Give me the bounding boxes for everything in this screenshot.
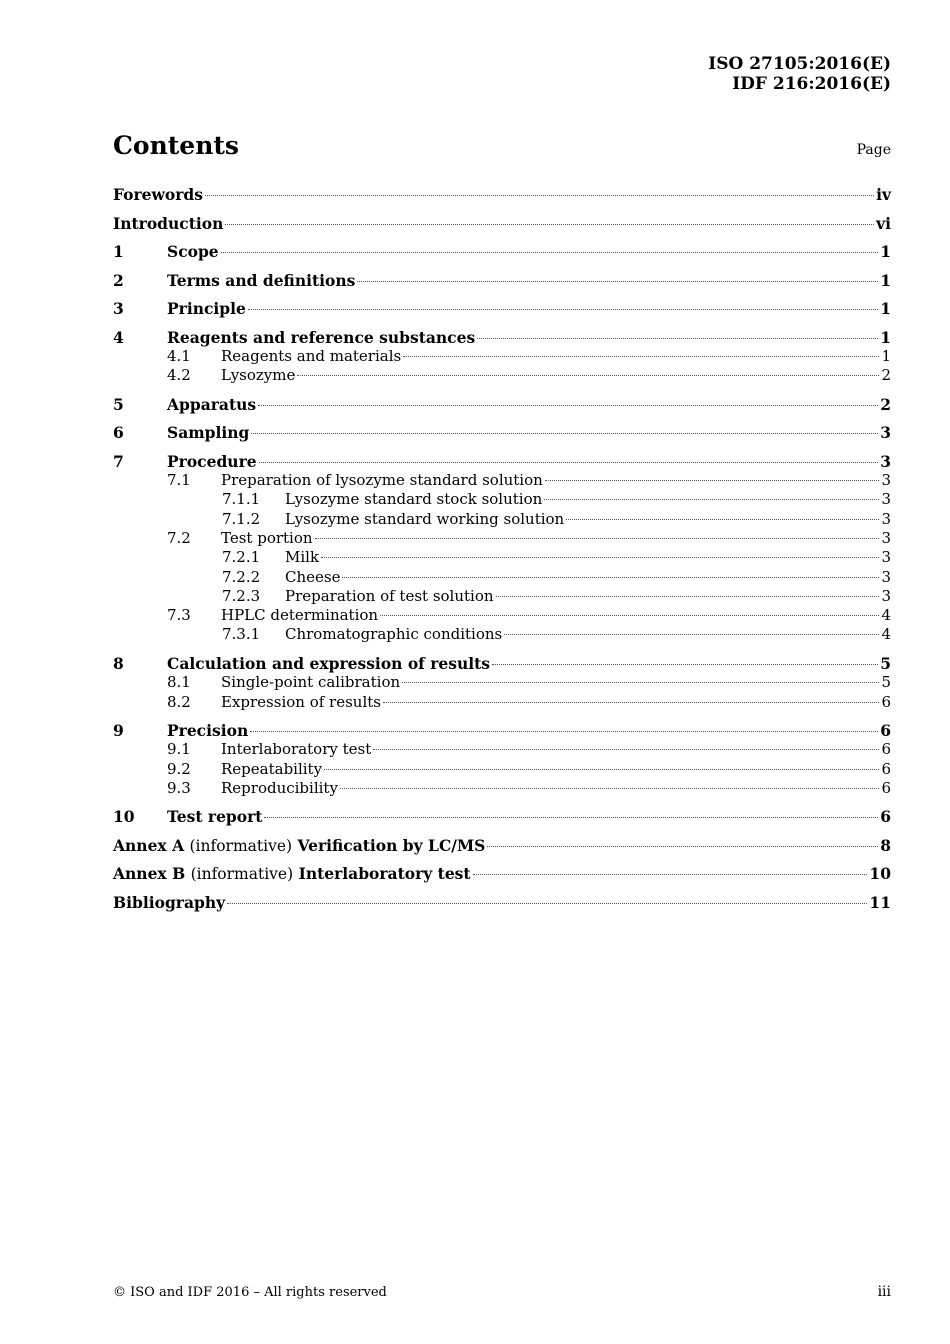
toc-entry-title: Reagents and reference substances — [167, 327, 476, 347]
toc-entry[interactable] — [113, 721, 891, 741]
toc-entry-number: 10 — [113, 807, 135, 827]
toc-entry[interactable] — [113, 366, 891, 385]
dot-leader — [477, 338, 878, 339]
toc-entry-page: 3 — [880, 451, 891, 471]
toc-entry[interactable] — [113, 673, 891, 692]
toc-entry[interactable] — [113, 893, 891, 913]
toc-entry-page: 3 — [881, 586, 891, 605]
toc-entry[interactable] — [113, 836, 891, 856]
dot-leader — [380, 615, 879, 616]
dot-leader — [487, 846, 878, 847]
toc-entry-number: 7.2.2 — [222, 567, 261, 586]
toc-entry-number: 1 — [113, 242, 124, 261]
copyright-notice: © ISO and IDF 2016 – All rights reserved — [113, 1285, 387, 1300]
dot-leader — [225, 224, 874, 225]
iso-number: ISO 27105:2016(E) — [708, 54, 891, 74]
toc-entry[interactable] — [113, 779, 891, 798]
toc-entry[interactable] — [113, 807, 891, 827]
toc-entry-number: 9.1 — [167, 740, 191, 759]
toc-entry-title: Preparation of lysozyme standard solution — [221, 471, 543, 490]
toc-entry-title: Sampling — [167, 423, 250, 443]
toc-entry-title: Reproducibility — [221, 778, 338, 797]
toc-entry-page: 6 — [881, 778, 891, 797]
toc-entry-title: Forewords — [113, 185, 203, 204]
toc-entry-number: 7.1.2 — [222, 509, 261, 528]
dot-leader — [340, 788, 880, 789]
dot-leader — [492, 664, 878, 665]
annex-label: Annex A — [113, 835, 185, 855]
toc-entry-number: 3 — [113, 299, 124, 318]
toc-entry-title: Procedure — [167, 451, 257, 471]
toc-entry-page: 3 — [881, 471, 891, 490]
toc-entry-title: Terms and definitions — [167, 270, 356, 290]
dot-leader — [402, 682, 879, 683]
toc-entry-title: Test report — [167, 807, 263, 827]
dot-leader — [566, 519, 879, 520]
annex-type: (informative) — [189, 836, 293, 855]
toc-entry-title: Introduction — [113, 213, 224, 233]
toc-entry-number: 8.1 — [167, 673, 191, 692]
dot-leader — [324, 769, 879, 770]
dot-leader — [321, 557, 879, 558]
toc-entry-number: 9.2 — [167, 759, 191, 778]
toc-entry[interactable] — [113, 568, 891, 587]
annex-label: Annex B — [113, 864, 186, 884]
toc-entry-number: 7.2.1 — [222, 548, 261, 567]
toc-entry-title: Apparatus — [167, 394, 257, 414]
toc-entry-number: 7.2.3 — [222, 586, 261, 605]
toc-entry-number: 4.2 — [167, 366, 191, 385]
toc-entry-number: 4.1 — [167, 347, 191, 365]
toc-entry[interactable] — [113, 185, 891, 205]
toc-entry-page: 6 — [881, 740, 891, 759]
toc-entry-title: Cheese — [285, 567, 341, 586]
toc-entry-number: 5 — [113, 394, 124, 414]
annex-title: Verification by LC/MS — [297, 835, 486, 855]
toc-entry-page: iv — [876, 185, 891, 204]
toc-entry[interactable] — [113, 654, 891, 674]
toc-entry[interactable] — [113, 423, 891, 443]
toc-entry-number: 7 — [113, 451, 124, 471]
dot-leader — [373, 749, 879, 750]
toc-entry-title: Reagents and materials — [221, 347, 402, 365]
toc-entry-number: 4 — [113, 327, 124, 347]
toc-entry-page: 2 — [880, 394, 891, 414]
toc-entry-number: 7.3.1 — [222, 625, 261, 644]
standard-identifier — [708, 54, 891, 94]
toc-entry-page: 1 — [880, 242, 891, 261]
toc-entry-page: 3 — [881, 528, 891, 547]
annex-title: Interlaboratory test — [298, 864, 471, 884]
toc-entry-title: HPLC determination — [221, 606, 379, 625]
toc-entry-title — [113, 864, 471, 884]
toc-entry[interactable] — [113, 299, 891, 319]
toc-entry-page: 6 — [880, 720, 891, 740]
dot-leader — [251, 433, 878, 434]
dot-leader — [227, 903, 867, 904]
toc-entry[interactable] — [113, 242, 891, 262]
toc-entry-title: Repeatability — [221, 759, 323, 778]
toc-entry-title: Precision — [167, 720, 249, 740]
toc-entry-page: 11 — [869, 892, 891, 912]
toc-entry-title: Lysozyme standard stock solution — [285, 490, 543, 509]
toc-entry-page: 3 — [880, 423, 891, 443]
toc-entry-page: 3 — [881, 548, 891, 567]
toc-entry-page: 5 — [880, 653, 891, 673]
toc-entry-page: 4 — [881, 625, 891, 644]
toc-entry-page: 8 — [880, 835, 891, 855]
toc-entry-page: 1 — [880, 327, 891, 347]
dot-leader — [383, 702, 879, 703]
toc-entry-page: 4 — [881, 606, 891, 625]
toc-entry-page: 6 — [880, 807, 891, 827]
dot-leader — [403, 356, 879, 357]
page-title: Contents — [113, 131, 240, 160]
toc-entry[interactable] — [113, 510, 891, 529]
dot-leader — [545, 480, 880, 481]
toc-entry-number: 7.1.1 — [222, 490, 261, 509]
dot-leader — [250, 731, 878, 732]
toc-entry-number: 8.2 — [167, 692, 191, 711]
toc-entry-number: 9 — [113, 720, 124, 740]
dot-leader — [473, 874, 868, 875]
toc-entry-number: 7.2 — [167, 528, 191, 547]
toc-entry-title: Test portion — [221, 528, 313, 547]
toc-entry-title: Preparation of test solution — [285, 586, 494, 605]
toc-entry-title: Bibliography — [113, 892, 226, 912]
dot-leader — [342, 577, 879, 578]
idf-number: IDF 216:2016(E) — [732, 74, 891, 94]
toc-entry-page: 6 — [881, 759, 891, 778]
dot-leader — [544, 499, 879, 500]
toc-entry-page: 10 — [869, 864, 891, 884]
toc-entry-number: 7.1 — [167, 471, 191, 490]
dot-leader — [496, 596, 880, 597]
toc-entry[interactable] — [113, 625, 891, 644]
toc-entry[interactable] — [113, 271, 891, 291]
toc-entry-page: 6 — [881, 692, 891, 711]
dot-leader — [297, 375, 879, 376]
page-number: iii — [877, 1284, 891, 1300]
toc-entry[interactable] — [113, 548, 891, 567]
toc-entry-title: Scope — [167, 242, 219, 261]
toc-entry-number: 6 — [113, 423, 124, 443]
dot-leader — [248, 309, 878, 310]
toc-entry[interactable] — [113, 471, 891, 490]
toc-entry-page: 2 — [881, 366, 891, 385]
toc-entry-title: Lysozyme — [221, 366, 296, 385]
dot-leader — [315, 538, 880, 539]
toc-entry-page: 1 — [880, 299, 891, 318]
dot-leader — [205, 195, 874, 196]
dot-leader — [221, 252, 879, 253]
table-of-contents — [113, 185, 891, 912]
toc-entry-title: Lysozyme standard working solution — [285, 509, 565, 528]
toc-entry[interactable] — [113, 214, 891, 234]
toc-entry[interactable] — [113, 328, 891, 348]
toc-entry[interactable] — [113, 740, 891, 759]
toc-entry[interactable] — [113, 490, 891, 509]
toc-entry[interactable] — [113, 760, 891, 779]
toc-entry[interactable] — [113, 587, 891, 606]
dot-leader — [259, 462, 879, 463]
toc-entry-number: 9.3 — [167, 778, 191, 797]
toc-entry-title: Single-point calibration — [221, 673, 401, 692]
annex-type: (informative) — [190, 865, 294, 884]
toc-entry-title: Calculation and expression of results — [167, 653, 491, 673]
toc-entry-title: Principle — [167, 299, 246, 318]
toc-entry[interactable] — [113, 347, 891, 366]
dot-leader — [504, 634, 879, 635]
toc-entry-page: vi — [876, 213, 891, 233]
toc-entry-page: 5 — [881, 673, 891, 692]
toc-entry[interactable] — [113, 395, 891, 415]
toc-entry-title — [113, 836, 485, 856]
toc-entry-page: 1 — [880, 270, 891, 290]
page-column-label: Page — [856, 142, 891, 158]
toc-entry[interactable] — [113, 606, 891, 625]
toc-entry-page: 3 — [881, 490, 891, 509]
dot-leader — [264, 817, 878, 818]
toc-entry-number: 8 — [113, 653, 124, 673]
toc-entry[interactable] — [113, 529, 891, 548]
toc-entry-page: 3 — [881, 567, 891, 586]
toc-entry-title: Chromatographic conditions — [285, 625, 503, 644]
toc-entry-title: Milk — [285, 548, 320, 567]
toc-entry[interactable] — [113, 452, 891, 472]
dot-leader — [258, 405, 878, 406]
toc-entry[interactable] — [113, 864, 891, 884]
toc-entry[interactable] — [113, 693, 891, 712]
toc-entry-number: 2 — [113, 270, 124, 290]
toc-entry-title: Interlaboratory test — [221, 740, 372, 759]
dot-leader — [357, 281, 878, 282]
toc-entry-page: 1 — [881, 347, 891, 365]
toc-entry-number: 7.3 — [167, 606, 191, 625]
toc-entry-page: 3 — [881, 509, 891, 528]
toc-entry-title: Expression of results — [221, 692, 381, 711]
